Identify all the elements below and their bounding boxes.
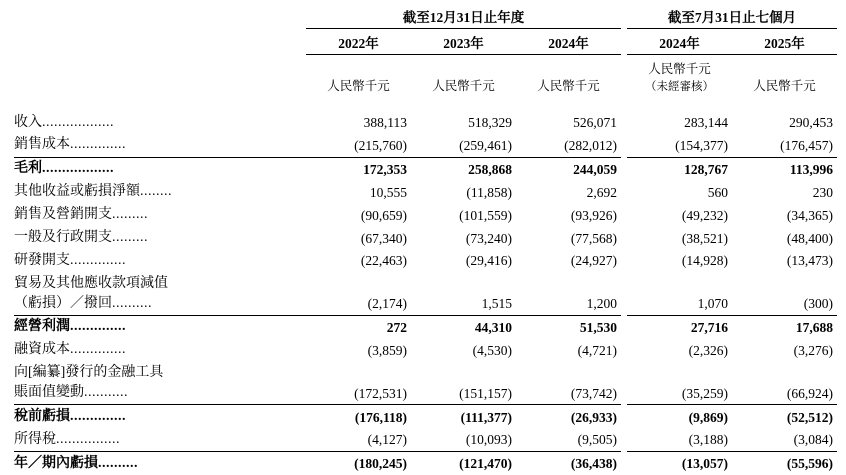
row-value: (4,127) bbox=[367, 432, 407, 448]
row-value: (13,057) bbox=[627, 452, 732, 475]
table-row bbox=[14, 181, 837, 204]
row-value: (176,118) bbox=[306, 405, 411, 428]
row-value: (52,512) bbox=[732, 405, 837, 428]
row-label-text: 研發開支 bbox=[14, 252, 70, 268]
table-row bbox=[14, 339, 837, 362]
table-row bbox=[14, 157, 837, 180]
row-value: (3,188) bbox=[688, 432, 728, 448]
row-value: 10,555 bbox=[369, 184, 407, 200]
row-value: (9,869) bbox=[627, 405, 732, 428]
row-value: (3,276) bbox=[793, 342, 833, 358]
row-value: (73,742) bbox=[570, 385, 617, 401]
row-leader-dots: .............. bbox=[70, 319, 126, 335]
row-value: 44,310 bbox=[411, 315, 516, 338]
row-label-text: 融資成本 bbox=[14, 342, 70, 358]
table-row bbox=[14, 111, 837, 134]
row-label-text: 其他收益或虧損淨額 bbox=[14, 184, 140, 200]
row-value: (48,400) bbox=[786, 230, 833, 246]
row-value: 230 bbox=[812, 184, 833, 200]
unit-main: 人民幣千元 bbox=[327, 79, 390, 93]
column-unit-2024 bbox=[516, 55, 621, 96]
row-value: (151,157) bbox=[459, 385, 512, 401]
row-value: 272 bbox=[306, 315, 411, 338]
row-label bbox=[14, 405, 306, 428]
table-body bbox=[14, 111, 837, 475]
row-value: (3,084) bbox=[793, 432, 833, 448]
table-row bbox=[14, 134, 837, 157]
column-unit-2022 bbox=[306, 55, 411, 96]
header-group-annual: 截至12月31日止年度 bbox=[306, 6, 621, 29]
row-value: (4,721) bbox=[577, 342, 617, 358]
row-value: (67,340) bbox=[360, 230, 407, 246]
header-group-interim: 截至7月31日止七個月 bbox=[627, 6, 837, 29]
row-label bbox=[14, 362, 306, 405]
row-value: (282,012) bbox=[564, 138, 617, 154]
table-row bbox=[14, 405, 837, 428]
row-value: (77,568) bbox=[570, 230, 617, 246]
unit-main: 人民幣千元 bbox=[537, 79, 600, 93]
row-leader-dots: .......... bbox=[112, 295, 152, 311]
row-value: (29,416) bbox=[465, 253, 512, 269]
financial-summary-table bbox=[14, 6, 837, 475]
table-row bbox=[14, 272, 837, 315]
row-label bbox=[14, 157, 306, 180]
column-unit-period-2025 bbox=[732, 55, 837, 96]
column-year-2022: 2022年 bbox=[306, 29, 411, 55]
row-label bbox=[14, 134, 306, 157]
table-row bbox=[14, 452, 837, 475]
row-label-text: 銷售及營銷開支 bbox=[14, 207, 112, 222]
row-value: 51,530 bbox=[516, 315, 621, 338]
header-corner-blank bbox=[14, 6, 306, 29]
row-label bbox=[14, 315, 306, 338]
header-unit-row bbox=[14, 55, 837, 96]
column-unit-period-2024 bbox=[627, 55, 732, 96]
row-value: (11,858) bbox=[466, 184, 512, 200]
row-value: (3,859) bbox=[367, 342, 407, 358]
row-value: 518,329 bbox=[468, 115, 512, 131]
row-label bbox=[14, 272, 306, 315]
table-row bbox=[14, 315, 837, 338]
row-value: 1,200 bbox=[586, 296, 617, 312]
row-value: (9,505) bbox=[577, 432, 617, 448]
row-label-line1: 貿易及其他應收款項減值 bbox=[14, 275, 168, 291]
row-label bbox=[14, 111, 306, 134]
row-value: (2,326) bbox=[688, 342, 728, 358]
row-value: (300) bbox=[803, 296, 833, 312]
row-value: 17,688 bbox=[732, 315, 837, 338]
row-label bbox=[14, 181, 306, 204]
row-value: 1,515 bbox=[481, 296, 512, 312]
unit-main: 人民幣千元 bbox=[432, 79, 495, 93]
row-value: (66,924) bbox=[786, 385, 833, 401]
row-value: 1,070 bbox=[697, 296, 728, 312]
row-value: (176,457) bbox=[780, 138, 833, 154]
row-value: (215,760) bbox=[354, 138, 407, 154]
row-label-line2-text: （虧損）／撥回 bbox=[14, 295, 112, 311]
row-value: 2,692 bbox=[586, 184, 617, 200]
row-value: (14,928) bbox=[681, 253, 728, 269]
table-row bbox=[14, 249, 837, 272]
row-label-text: 毛利 bbox=[14, 161, 42, 177]
row-value: 244,059 bbox=[516, 157, 621, 180]
row-value: (93,926) bbox=[570, 207, 617, 223]
row-leader-dots: .............. bbox=[70, 252, 126, 268]
row-label-text: 一般及行政開支 bbox=[14, 229, 112, 245]
row-label-text: 稅前虧損 bbox=[14, 408, 70, 424]
header-spacer bbox=[14, 95, 837, 111]
header-year-blank bbox=[14, 29, 306, 55]
unit-main: 人民幣千元 bbox=[648, 62, 711, 76]
header-year-row bbox=[14, 29, 837, 55]
row-label bbox=[14, 249, 306, 272]
row-value: (259,461) bbox=[459, 138, 512, 154]
row-leader-dots: .............. bbox=[70, 137, 126, 153]
row-leader-dots: .......... bbox=[98, 455, 138, 471]
row-value: (73,240) bbox=[465, 230, 512, 246]
row-leader-dots: ................ bbox=[56, 431, 120, 447]
row-value: (22,463) bbox=[360, 253, 407, 269]
row-leader-dots: .............. bbox=[70, 342, 126, 358]
column-period-2024: 2024年 bbox=[627, 29, 732, 55]
row-value: (26,933) bbox=[516, 405, 621, 428]
row-leader-dots: ......... bbox=[112, 229, 148, 245]
header-group-row bbox=[14, 6, 837, 29]
row-leader-dots: .............. bbox=[70, 408, 126, 424]
row-value: (180,245) bbox=[306, 452, 411, 475]
row-value: (10,093) bbox=[465, 432, 512, 448]
row-value: (24,927) bbox=[570, 253, 617, 269]
column-period-2025: 2025年 bbox=[732, 29, 837, 55]
header-unit-blank bbox=[14, 55, 306, 96]
table-row bbox=[14, 226, 837, 249]
row-label-text: 所得稅 bbox=[14, 431, 56, 447]
row-label-line2 bbox=[14, 383, 306, 403]
row-value: (34,365) bbox=[786, 207, 833, 223]
row-value: 258,868 bbox=[411, 157, 516, 180]
row-value: (172,531) bbox=[354, 385, 407, 401]
unit-main: 人民幣千元 bbox=[753, 79, 816, 93]
table-header bbox=[14, 6, 837, 111]
row-label bbox=[14, 452, 306, 475]
row-value: 388,113 bbox=[363, 115, 407, 131]
row-value: (13,473) bbox=[786, 253, 833, 269]
table-row bbox=[14, 204, 837, 227]
row-value: 560 bbox=[707, 184, 728, 200]
row-label-line1: 向[編纂]發行的金融工具 bbox=[14, 365, 164, 381]
row-label-text: 收入 bbox=[14, 114, 42, 130]
row-value: (38,521) bbox=[681, 230, 728, 246]
row-label bbox=[14, 428, 306, 451]
row-value: (90,659) bbox=[360, 207, 407, 223]
row-value: (36,438) bbox=[516, 452, 621, 475]
table-row bbox=[14, 362, 837, 405]
table-row bbox=[14, 428, 837, 451]
row-label-text: 銷售成本 bbox=[14, 137, 70, 153]
row-value: 290,453 bbox=[789, 115, 833, 131]
row-label-line2-text: 賬面值變動 bbox=[14, 385, 84, 400]
row-leader-dots: .................. bbox=[42, 114, 114, 130]
row-leader-dots: .................. bbox=[42, 161, 114, 177]
row-value: (2,174) bbox=[367, 296, 407, 312]
row-value: (4,530) bbox=[472, 342, 512, 358]
row-value: 27,716 bbox=[627, 315, 732, 338]
row-value: (121,470) bbox=[411, 452, 516, 475]
row-label-text: 年／期內虧損 bbox=[14, 455, 98, 471]
row-value: 113,996 bbox=[732, 157, 837, 180]
row-label-text: 經營利潤 bbox=[14, 319, 70, 335]
row-value: 128,767 bbox=[627, 157, 732, 180]
row-value: (35,259) bbox=[681, 385, 728, 401]
row-value: (154,377) bbox=[675, 138, 728, 154]
row-label bbox=[14, 339, 306, 362]
column-year-2023: 2023年 bbox=[411, 29, 516, 55]
row-value: 526,071 bbox=[573, 115, 617, 131]
row-value: (111,377) bbox=[411, 405, 516, 428]
row-label bbox=[14, 226, 306, 249]
row-label bbox=[14, 204, 306, 227]
column-unit-2023 bbox=[411, 55, 516, 96]
row-value: (101,559) bbox=[459, 207, 512, 223]
row-value: (49,232) bbox=[681, 207, 728, 223]
column-year-2024: 2024年 bbox=[516, 29, 621, 55]
row-leader-dots: ......... bbox=[112, 207, 148, 222]
row-value: 172,353 bbox=[306, 157, 411, 180]
row-leader-dots: ........... bbox=[84, 385, 128, 400]
row-label-line2 bbox=[14, 294, 306, 314]
row-leader-dots: ........ bbox=[140, 184, 172, 200]
unit-unaudited-note: （未經審核） bbox=[645, 81, 714, 93]
row-value: (55,596) bbox=[732, 452, 837, 475]
row-value: 283,144 bbox=[684, 115, 728, 131]
